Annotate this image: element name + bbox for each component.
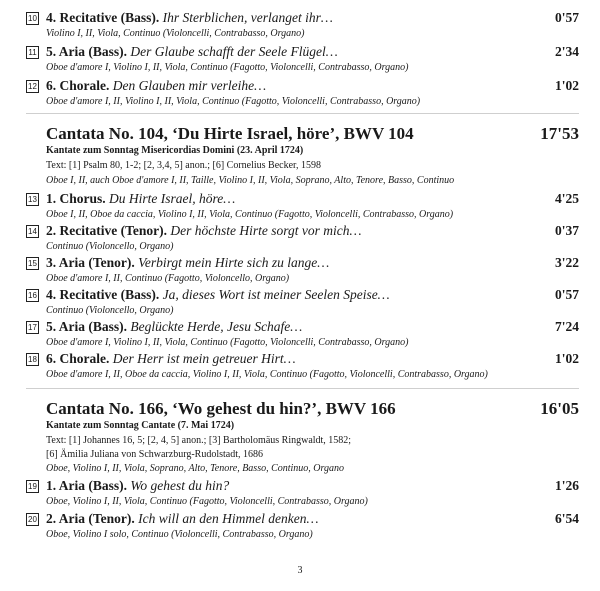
track-number: 20 <box>26 513 39 526</box>
track-instrumentation: Oboe d'amore I, II, Violino I, II, Viola, Continuo (Fagotto, Violoncelli, Contrabasso, Organo) <box>46 96 421 107</box>
track-title: 5. Aria (Bass). Beglückte Herde, Jesu Schafe… <box>46 319 303 334</box>
track-duration: 1'02 <box>554 78 579 93</box>
track-instrumentation: Continuo (Violoncello, Organo) <box>46 241 174 252</box>
track-instrumentation: Oboe I, II, Oboe da caccia, Violino I, II, Viola, Continuo (Fagotto, Violoncelli, Contrabasso, Organo) <box>46 209 454 220</box>
track-number: 18 <box>26 353 39 366</box>
divider <box>26 113 579 114</box>
track-title: 4. Recitative (Bass). Ihr Sterblichen, verlanget ihr… <box>46 10 333 25</box>
track-duration: 1'02 <box>554 351 579 366</box>
track-duration: 2'34 <box>554 44 579 59</box>
track-number: 16 <box>26 289 39 302</box>
track-duration: 1'26 <box>554 478 579 493</box>
track-instrumentation: Oboe, Violino I solo, Continuo (Violoncelli, Contrabasso, Organo) <box>46 529 313 540</box>
track-title: 2. Recitative (Tenor). Der höchste Hirte sorgt vor mich… <box>46 223 362 238</box>
track-title: 1. Chorus. Du Hirte Israel, höre… <box>46 191 236 206</box>
track-duration: 6'54 <box>554 511 579 526</box>
cantata-text-source: Text: [1] Psalm 80, 1-2; [2, 3,4, 5] anon.; [6] Cornelius Becker, 1598 <box>46 160 321 171</box>
track-number: 14 <box>26 225 39 238</box>
cantata-title: Cantata No. 104, ‘Du Hirte Israel, höre’, BWV 104 <box>46 124 414 143</box>
track-instrumentation: Violino I, II, Viola, Continuo (Violoncelli, Contrabasso, Organo) <box>46 28 305 39</box>
track-instrumentation: Oboe d'amore I, II, Oboe da caccia, Violino I, II, Viola, Continuo (Fagotto, Violoncelli, Contrabasso, Organo) <box>46 369 488 380</box>
cantata-scoring: Oboe I, II, auch Oboe d'amore I, II, Taille, Violino I, II, Viola, Soprano, Alto, Tenore, Basso, Continuo <box>46 175 455 186</box>
track-number: 15 <box>26 257 39 270</box>
divider <box>26 388 579 389</box>
track-duration: 0'37 <box>554 223 579 238</box>
track-instrumentation: Oboe d'amore I, Violino I, II, Viola, Continuo (Fagotto, Violoncelli, Contrabasso, Organo) <box>46 337 409 348</box>
cantata-duration: 16'05 <box>540 399 579 418</box>
track-instrumentation: Continuo (Violoncello, Organo) <box>46 305 174 316</box>
track-title: 3. Aria (Tenor). Verbirgt mein Hirte sich zu lange… <box>46 255 330 270</box>
cantata-title: Cantata No. 166, ‘Wo gehest du hin?’, BWV 166 <box>46 399 396 418</box>
track-number: 11 <box>26 46 39 59</box>
cantata-text-source: Text: [1] Johannes 16, 5; [2, 4, 5] anon.; [3] Bartholomäus Ringwaldt, 1582; <box>46 435 352 446</box>
cantata-subtitle: Kantate zum Sonntag Misericordias Domini (23. April 1724) <box>46 145 304 156</box>
track-number: 10 <box>26 12 39 25</box>
track-instrumentation: Oboe d'amore I, II, Continuo (Fagotto, Violoncello, Organo) <box>46 273 290 284</box>
track-duration: 0'57 <box>554 287 579 302</box>
track-instrumentation: Oboe, Violino I, II, Viola, Continuo (Fagotto, Violoncelli, Contrabasso, Organo) <box>46 496 368 507</box>
track-title: 4. Recitative (Bass). Ja, dieses Wort ist meiner Seelen Speise… <box>46 287 390 302</box>
cantata-subtitle: Kantate zum Sonntag Cantate (7. Mai 1724) <box>46 420 235 431</box>
track-title: 2. Aria (Tenor). Ich will an den Himmel denken… <box>46 511 319 526</box>
track-duration: 0'57 <box>554 10 579 25</box>
cantata-scoring: Oboe, Violino I, II, Viola, Soprano, Alto, Tenore, Basso, Continuo, Organo <box>46 463 345 474</box>
page-number: 3 <box>297 565 303 576</box>
cantata-duration: 17'53 <box>540 124 579 143</box>
track-title: 6. Chorale. Der Herr ist mein getreuer Hirt… <box>46 351 296 366</box>
track-number: 19 <box>26 480 39 493</box>
track-duration: 3'22 <box>554 255 579 270</box>
track-number: 13 <box>26 193 39 206</box>
track-duration: 7'24 <box>554 319 579 334</box>
track-title: 1. Aria (Bass). Wo gehest du hin? <box>46 478 230 493</box>
track-title: 5. Aria (Bass). Der Glaube schafft der Seele Flügel… <box>46 44 338 59</box>
track-number: 17 <box>26 321 39 334</box>
cantata-text-source-cont: [6] Ämilia Juliana von Schwarzburg-Rudolstadt, 1686 <box>46 449 264 460</box>
track-duration: 4'25 <box>554 191 579 206</box>
track-number: 12 <box>26 80 39 93</box>
track-title: 6. Chorale. Den Glauben mir verleihe… <box>46 78 267 93</box>
track-instrumentation: Oboe d'amore I, Violino I, II, Viola, Continuo (Fagotto, Violoncelli, Contrabasso, Organo) <box>46 62 409 73</box>
